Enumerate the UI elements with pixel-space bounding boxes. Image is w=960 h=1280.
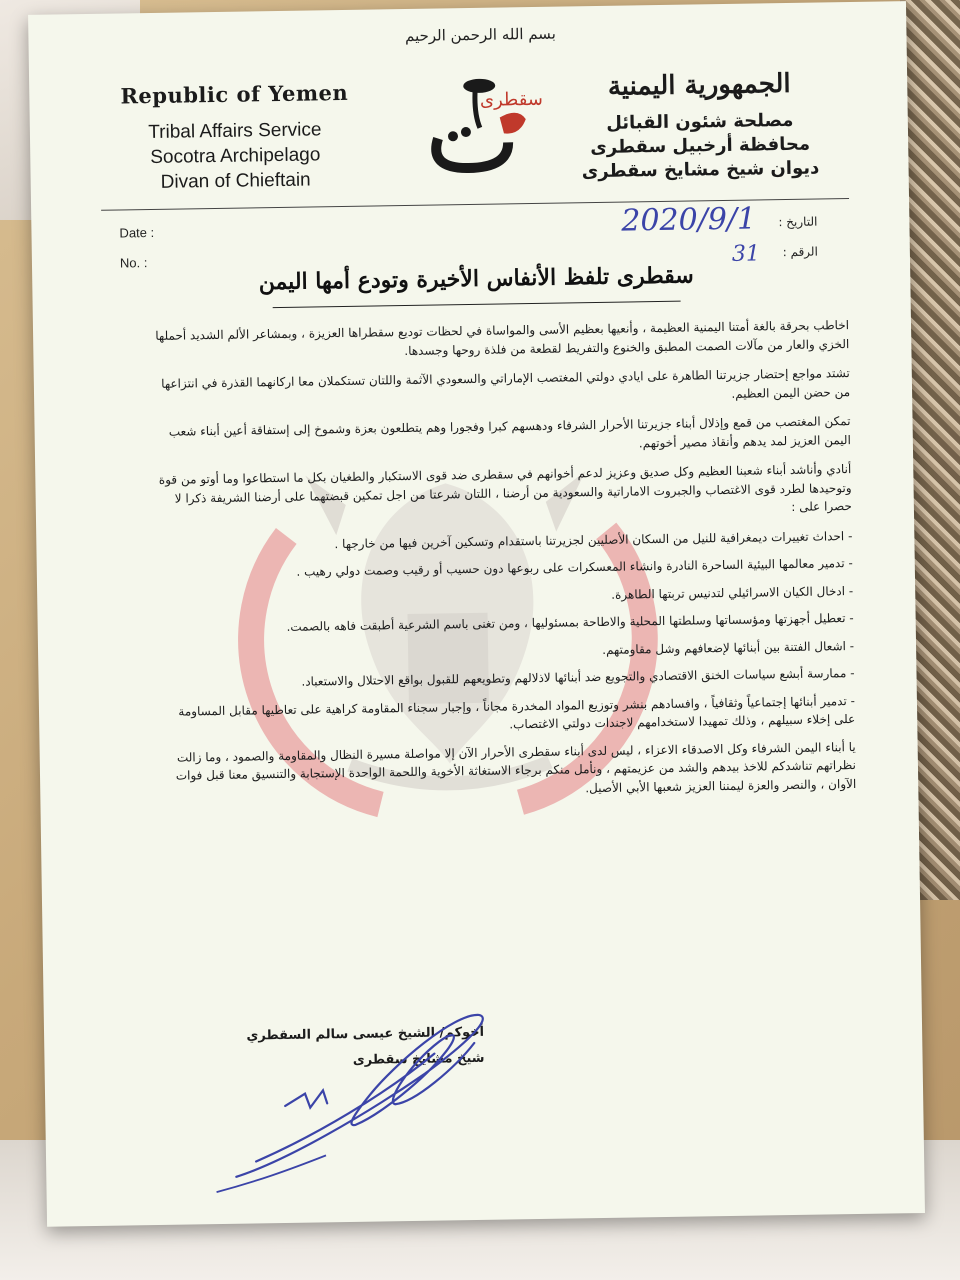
no-label-ar: الرقم :: [782, 244, 818, 260]
letterhead-english: [99, 80, 371, 196]
letterhead-arabic: [569, 68, 831, 184]
body-bullet: - احداث تغييرات ديمغرافية للنيل من السكان الأصليين لجزيرتنا باستقدام وتسكين آخرين فيها من خارجها .: [334, 528, 853, 551]
body-bullet: - تعطيل أجهزتها ومؤسساتها وسلطتها المحلية والاطاحة بمسئوليها ، ومن تغنى باسم الشرعية أطبقت فاهه بالصمت.: [286, 611, 854, 634]
logo-text: سقطرى: [479, 88, 544, 111]
date-label-en: Date :: [119, 224, 155, 241]
body-paragraph: تشتد مواجع إحتضار جزيرتنا الطاهرة على ايادي دولتي المغتصب الإماراتي والسعودي الآثمة واللتان تستكملان معا اركانهما القذرة في انتزاعها من حضن اليمن العظيم.: [161, 366, 851, 401]
letter-paper: [28, 1, 925, 1227]
republic-english: Republic of Yemen: [120, 79, 349, 109]
handwritten-date: 2020/9/1: [621, 201, 757, 239]
letterhead-line-en: Tribal Affairs Service: [148, 119, 322, 144]
body-paragraph: يا أبناء اليمن الشرفاء وكل الاصدقاء الاعزاء ، ليس لدى أبناء سقطرى الأحرار الآن إلا مواصلة مسيرة النظال والمقاومة والصمود ، وما زالت نظراتهم تناشدكم للاخذ بيدهم والشد من عزيمتهم ، ونأمل منكم برجاء الاستغاثة الأخوية واللحمة الواحدة الإستجابة والتنسيق معنا قبل فوات الآوان ، والنصر والعزة ليمننا العزيز شعبها الأبي الأصيل.: [175, 739, 857, 795]
title-underline: [273, 301, 681, 308]
handwritten-number: 31: [731, 241, 761, 267]
letterhead-line-ar: ديوان شيخ مشايخ سقطرى: [581, 157, 820, 183]
letter-title: سقطرى تلفظ الأنفاس الأخيرة وتودع أمها اليمن: [258, 262, 694, 296]
body-bullet: - تدمير أبنائها إجتماعياً وثقافياً ، وافسادهم بنشر وتوزيع المواد المخدرة مجاناً ، وإجبار سجناء المقاومة كراهية على تعاطيها مقابل المساومة على إخلاء سبيلهم ، وذلك تمهيدا لاستخدامهم لاجندات دولتي الاغتصاب.: [178, 693, 856, 732]
body-paragraph: تمكن المغتصب من قمع وإذلال أبناء جزيرتنا الأحرار الشرفاء ودهسهم كبرا وفجورا وهم يتطلعون بعزة وشموخ إلى إستفاقة أعين أبناء شعب اليمن العزيز لمد يدهم وأنقاذ مصير أخوتهم.: [168, 414, 851, 450]
sender-name: أخوكم/ الشيخ عيسى سالم السقطري: [246, 1024, 485, 1044]
letterhead-line-en: Socotra Archipelago: [150, 144, 321, 168]
letterhead-line-ar: محافظة أرخبيل سقطرى: [590, 133, 811, 159]
socotra-logo: [407, 57, 549, 179]
letterhead-line-en: Divan of Chieftain: [160, 169, 311, 193]
body-bullet: - تدمير معالمها البيئية الساحرة النادرة وانشاء المعسكرات على ربوعها دون حسيب أو رقيب وصمت دولي رهيب .: [296, 556, 853, 579]
letter-body: [151, 316, 857, 815]
republic-arabic: الجمهورية اليمنية: [607, 68, 791, 102]
body-paragraph: اخاطب بحرقة بالغة أمتنا اليمنية العظيمة ، وأنعيها بعظيم الأسى والمواساة في لحظات توديع سقطراها العزيزة ، وبمشاعر الألم الشديد أحملها الخزي والعار من مآلات الصمت المطبق والخنوع والتفريط لقطعة من فلذة روحها وجسدها.: [155, 318, 850, 358]
handwritten-signature: [193, 982, 526, 1197]
body-bullet: - اشعال الفتنة بين أبنائها لإضعافهم وشل مقاومتهم.: [602, 638, 855, 657]
body-bullet: - ادخال الكيان الاسرائيلي لتدنيس تربتها الطاهرة.: [611, 583, 854, 602]
letterhead-line-ar: مصلحة شئون القبائل: [606, 109, 794, 134]
body-bullet: - ممارسة أبشع سياسات الخنق الاقتصادي والتجويع ضد أبنائها لاذلالهم وتطويعهم للقبول بواقع الاحتلال والاستعباد.: [301, 665, 855, 689]
basmala: بسم الله الرحمن الرحيم: [404, 24, 556, 45]
date-label-ar: التاريخ :: [778, 214, 818, 230]
no-label-en: No. :: [119, 255, 148, 271]
body-paragraph: أنادي وأناشد أبناء شعبنا العظيم وكل صديق وعزيز لدعم أخوانهم في سقطرى ضد قوى الاستكبار والطغيان بكل ما استطاعوا وما أوتو من قوة وتوحيدها لطرد قوى الاغتصاب والجبروت الاماراتية والسعودية من أرضنا ، اللتان شرعتا من اجل تمكين قبضتهما على أرضنا الشريفة ذكرا لا حصرا على :: [158, 462, 852, 514]
sender-title: شيخ مشايخ سقطرى: [352, 1050, 485, 1068]
